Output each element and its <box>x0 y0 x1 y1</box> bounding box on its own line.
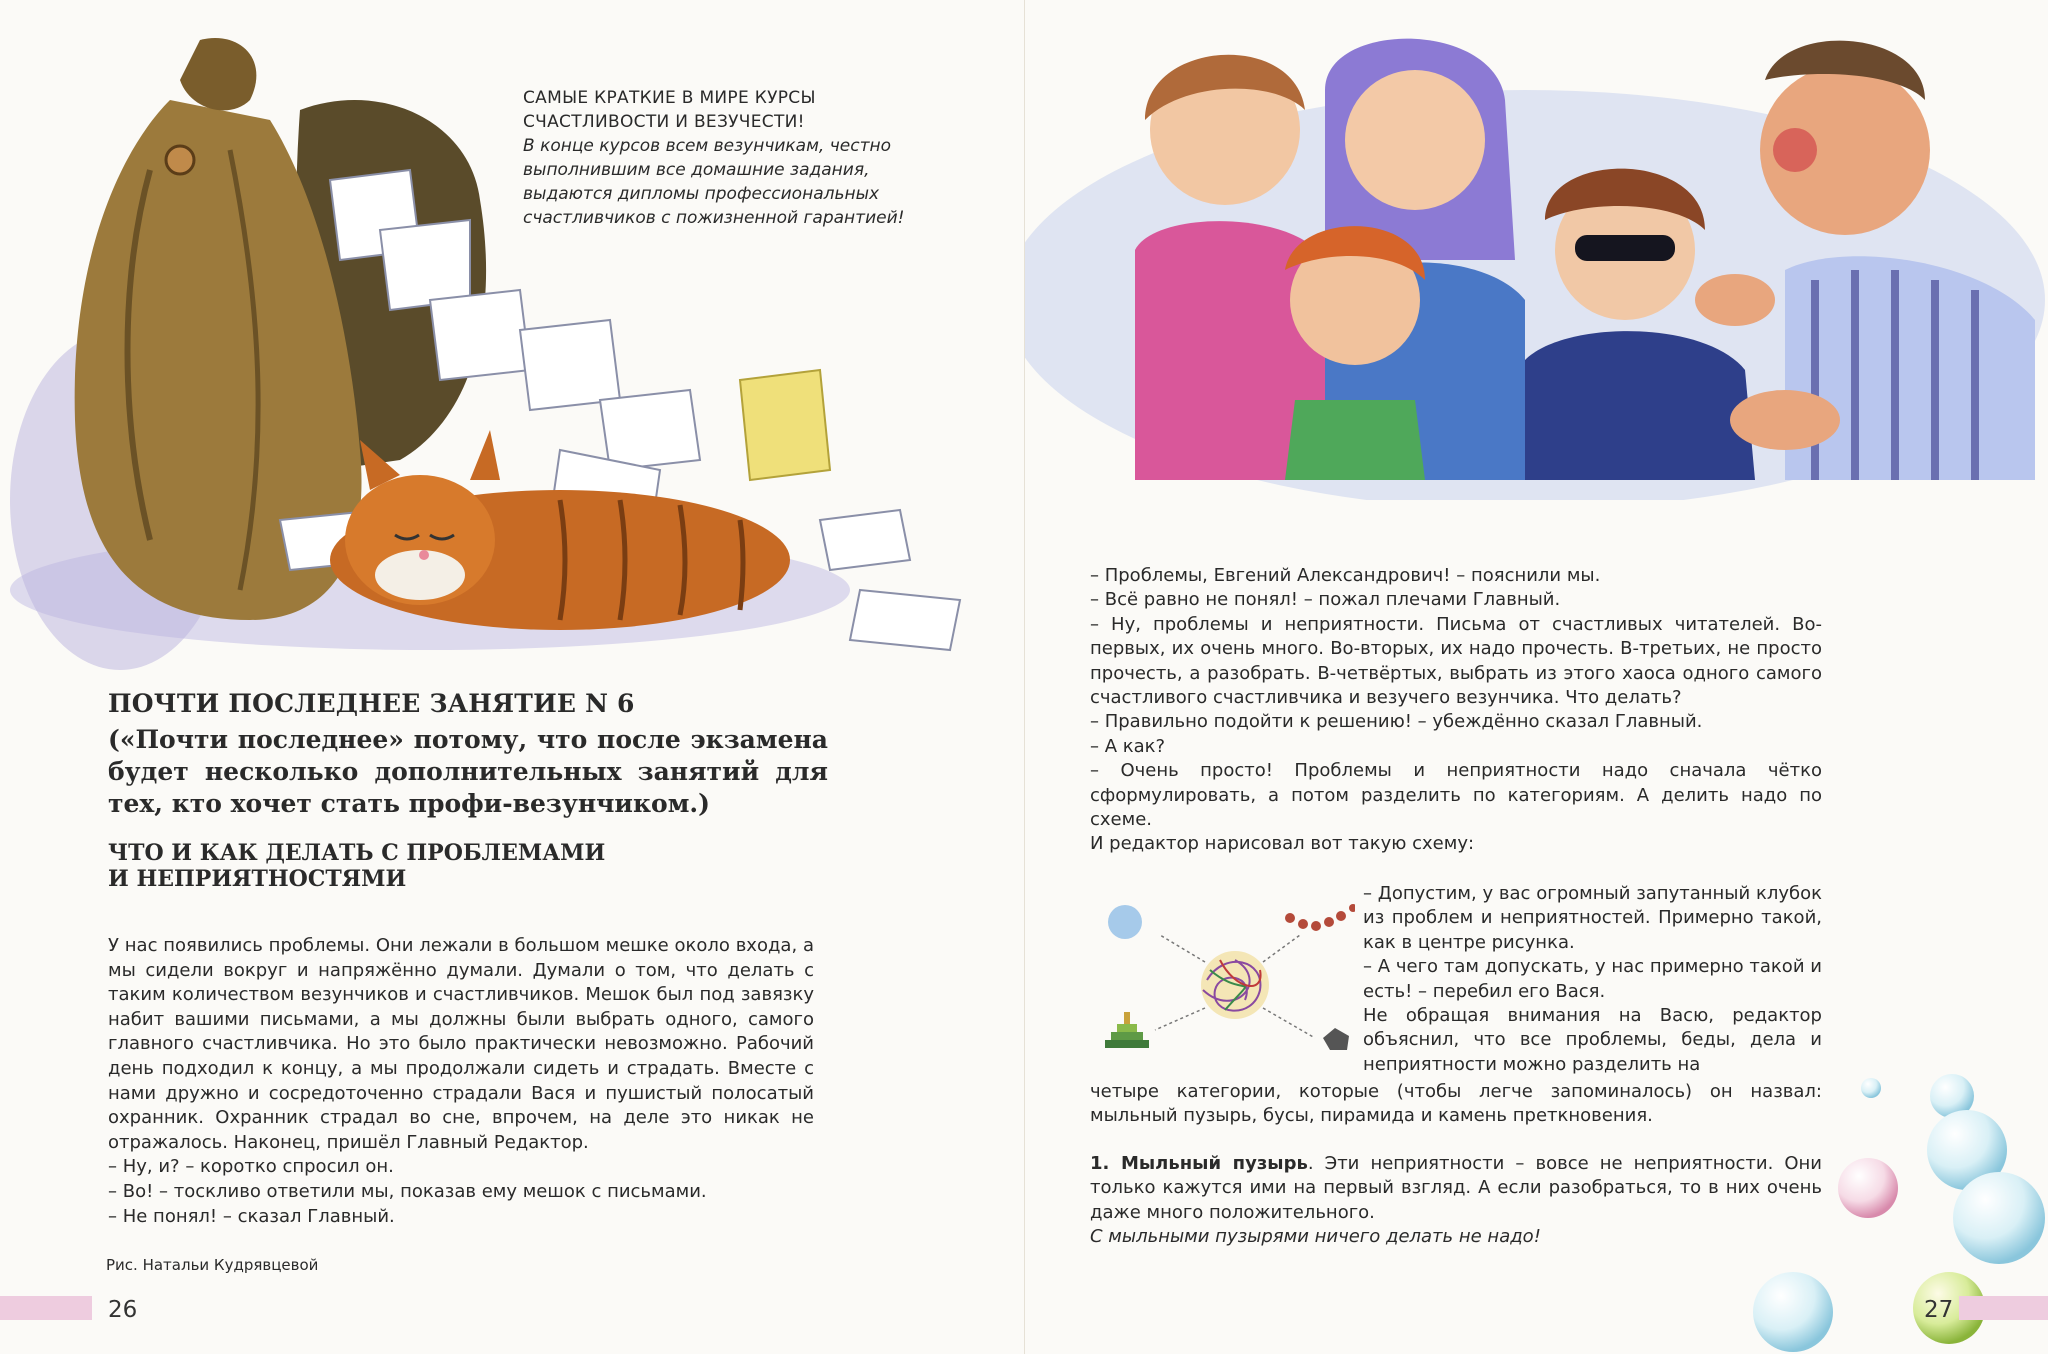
pyramid-icon <box>1105 1012 1149 1048</box>
page-number-left: 26 <box>108 1297 138 1323</box>
arrow-down-right <box>1263 1008 1315 1038</box>
dialogue-line: – Очень просто! Проблемы и неприятности надо сначала чётко сформулировать, а потом разделить по категориям. А делить надо по схеме. <box>1090 760 1822 831</box>
caption-italic-line: выдаются дипломы профессиональных <box>523 184 880 204</box>
scheme-diagram <box>1085 890 1355 1070</box>
scheme-explanation <box>1363 882 1822 1077</box>
left-body-text <box>108 934 814 1229</box>
dialogue-line: – Допустим, у вас огромный запутанный клубок из проблем и неприятностей. Примерно такой, как в центре рисунка. <box>1363 883 1822 953</box>
beads-icon <box>1285 904 1355 931</box>
dialogue-line: – Ну, и? – коротко спросил он. <box>108 1156 394 1178</box>
lesson-subtitle: («Почти последнее» потому, что после экзамена будет несколько дополнительных занятий для тех, кто хочет стать профи-везунчиком.) <box>108 725 828 818</box>
arrow-down-left <box>1155 1008 1205 1030</box>
dialogue-line: И редактор нарисовал вот такую схему: <box>1090 833 1475 855</box>
dialogue-line: – Правильно подойти к решению! – убеждённо сказал Главный. <box>1090 711 1703 733</box>
footer-bar <box>1959 1296 2048 1320</box>
tangle-icon <box>1201 951 1269 1019</box>
footer-bar <box>0 1296 92 1320</box>
dialogue-line: – Всё равно не понял! – пожал плечами Главный. <box>1090 589 1561 611</box>
illustration-characters-group <box>1025 0 2048 500</box>
page-number-right: 27 <box>1924 1297 1954 1323</box>
soap-bubble-icon <box>1108 905 1142 939</box>
paragraph: У нас появились проблемы. Они лежали в большом мешке около входа, а мы сидели вокруг и напряжённо думали. Думали о том, что делать с таким количеством везунчиков и счастливчиков. Мешок был под завязку набит вашими письмами, а мы должны были выбрать одного, самого главного счастливчика. Но это было практически невозможно. Рабочий день подходил к концу, а мы продолжали сидеть и страдать. Вместе с нами дружно и сосредоточенно страдали Вася и пушистый полосатый охранник. Охранник страдал во сне, впрочем, на деле это никак не отражалось. Наконец, пришёл Главный Редактор. <box>108 935 814 1153</box>
dialogue-line: – А чего там допускать, у нас примерно такой и есть! – перебил его Вася. <box>1363 956 1822 1002</box>
dialogue-line: Не обращая внимания на Васю, редактор объяснил, что все проблемы, беды, дела и неприятности можно разделить на <box>1363 1005 1822 1075</box>
section-heading <box>108 840 728 892</box>
caption-title-line: САМЫЕ КРАТКИЕ В МИРЕ КУРСЫ <box>523 88 816 108</box>
illustration-credit: Рис. Натальи Кудрявцевой <box>106 1256 319 1274</box>
category-advice: С мыльными пузырями ничего делать не надо! <box>1090 1226 1541 1248</box>
section-heading-line: ЧТО И КАК ДЕЛАТЬ С ПРОБЛЕМАМИ <box>108 840 606 866</box>
dialogue-line: – Во! – тоскливо ответили мы, показав ему мешок с письмами. <box>108 1180 707 1202</box>
category-text: . Эти неприятности – вовсе не неприятности. Они только кажутся ими на первый взгляд. А если разобраться, то в них очень даже много положительного. <box>1090 1153 1822 1223</box>
category-label: 1. Мыльный пузырь <box>1090 1153 1308 1174</box>
arrow-up-left <box>1160 935 1205 962</box>
stumbling-stone-icon <box>1323 1028 1349 1050</box>
section-heading-line: И НЕПРИЯТНОСТЯМИ <box>108 866 407 892</box>
caption-italic-line: счастливчиков с пожизненной гарантией! <box>523 208 905 228</box>
right-page <box>1024 0 2048 1354</box>
caption-italic-line: выполнившим все домашние задания, <box>523 160 870 180</box>
illustration-caption <box>523 86 953 230</box>
arrow-up-right <box>1263 935 1300 962</box>
dialogue-line: – Проблемы, Евгений Александрович! – пояснили мы. <box>1090 565 1601 586</box>
dialogue-line: – Ну, проблемы и неприятности. Письма от счастливых читателей. Во-первых, их очень много. Во-вторых, их надо прочесть. В-третьих, не просто прочесть, а разобрать. В-четвёртых, выбрать из этого хаоса одного самого счастливого счастливчика и везучего везунчика. Что делать? <box>1090 613 1822 709</box>
caption-italic-line: В конце курсов всем везунчикам, честно <box>523 136 891 156</box>
right-body-text <box>1090 564 1822 857</box>
lesson-title: ПОЧТИ ПОСЛЕДНЕЕ ЗАНЯТИЕ N 6 <box>108 689 635 718</box>
dialogue-line: – А как? <box>1090 735 1166 757</box>
caption-title-line: СЧАСТЛИВОСТИ И ВЕЗУЧЕСТИ! <box>523 112 805 132</box>
paragraph: четыре категории, которые (чтобы легче запоминалось) он назвал: мыльный пузырь, бусы, пирамида и камень преткновения. <box>1090 1081 1822 1127</box>
dialogue-line: – Не понял! – сказал Главный. <box>108 1205 395 1227</box>
